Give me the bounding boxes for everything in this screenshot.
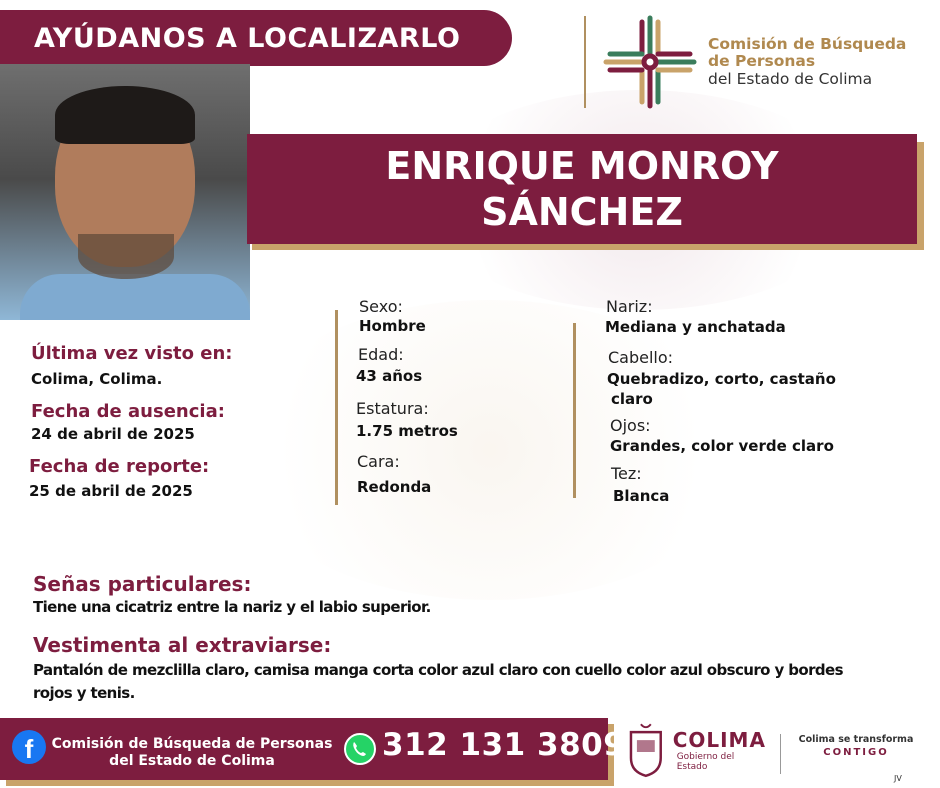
absence-value: 24 de abril de 2025 — [31, 425, 195, 443]
footer-separator — [780, 734, 781, 774]
commission-logo — [584, 12, 926, 112]
age-label: Edad: — [358, 345, 404, 364]
footer-org-line1: Comisión de Búsqueda de Personas — [51, 736, 333, 752]
column-divider — [335, 310, 338, 505]
hair-value: Quebradizo, corto, castaño — [607, 370, 836, 388]
height-label: Estatura: — [356, 399, 429, 418]
hair-value-cont: claro — [611, 390, 653, 408]
logo-divider — [584, 16, 586, 108]
clothing-value-cont: rojos y tenis. — [33, 684, 135, 702]
colima-name: COLIMA — [672, 728, 766, 752]
person-photo — [0, 64, 250, 320]
nose-value: Mediana y anchatada — [605, 318, 786, 336]
marks-value: Tiene una cicatriz entre la nariz y el labio superior. — [33, 598, 431, 616]
eyes-label: Ojos: — [610, 416, 651, 435]
coat-of-arms-icon — [627, 722, 665, 778]
phone-number[interactable]: 312 131 3809 — [382, 727, 626, 763]
face-value: Redonda — [357, 478, 432, 496]
skin-value: Blanca — [613, 487, 670, 505]
marks-label: Señas particulares: — [33, 572, 252, 596]
hair-label: Cabello: — [608, 348, 674, 367]
whatsapp-icon[interactable] — [343, 732, 377, 766]
facebook-icon[interactable]: f — [12, 730, 46, 764]
footer-org — [50, 736, 334, 770]
age-value: 43 años — [356, 367, 423, 385]
height-value: 1.75 metros — [356, 422, 458, 440]
nose-label: Nariz: — [606, 297, 653, 316]
person-name-line1: ENRIQUE MONROY — [385, 144, 779, 188]
help-banner-text: AYÚDANOS A LOCALIZARLO — [34, 22, 461, 54]
logo-line3: del Estado de Colima — [708, 69, 873, 88]
colima-sub: Gobierno del Estado — [676, 752, 735, 772]
person-name-line2: SÁNCHEZ — [481, 190, 683, 234]
colima-government-logo — [627, 720, 767, 780]
logo-line1: Comisión de Búsqueda — [708, 35, 907, 54]
sex-value: Hombre — [359, 317, 426, 335]
contigo-text: CONTIGO — [823, 747, 889, 758]
clothing-label: Vestimenta al extraviarse: — [33, 633, 332, 657]
face-label: Cara: — [357, 452, 400, 471]
last-seen-value: Colima, Colima. — [31, 370, 163, 388]
slogan-text: Colima se transforma — [798, 734, 914, 745]
clothing-value: Pantalón de mezclilla claro, camisa manga corta color azul claro con cuello color azul obscuro y bordes — [33, 661, 843, 679]
absence-label: Fecha de ausencia: — [31, 401, 225, 422]
sex-label: Sexo: — [359, 297, 403, 316]
eyes-value: Grandes, color verde claro — [610, 437, 834, 455]
skin-label: Tez: — [611, 464, 642, 483]
column-divider — [573, 323, 576, 498]
author-initials: JV — [894, 774, 902, 783]
report-label: Fecha de reporte: — [29, 456, 210, 477]
logo-line2: de Personas — [708, 52, 816, 71]
commission-emblem-icon — [602, 14, 698, 110]
person-name — [247, 134, 917, 244]
slogan-logo — [796, 734, 916, 758]
footer-org-line2: del Estado de Colima — [109, 753, 275, 769]
help-banner — [0, 10, 512, 66]
last-seen-label: Última vez visto en: — [31, 343, 233, 364]
report-value: 25 de abril de 2025 — [29, 482, 193, 500]
